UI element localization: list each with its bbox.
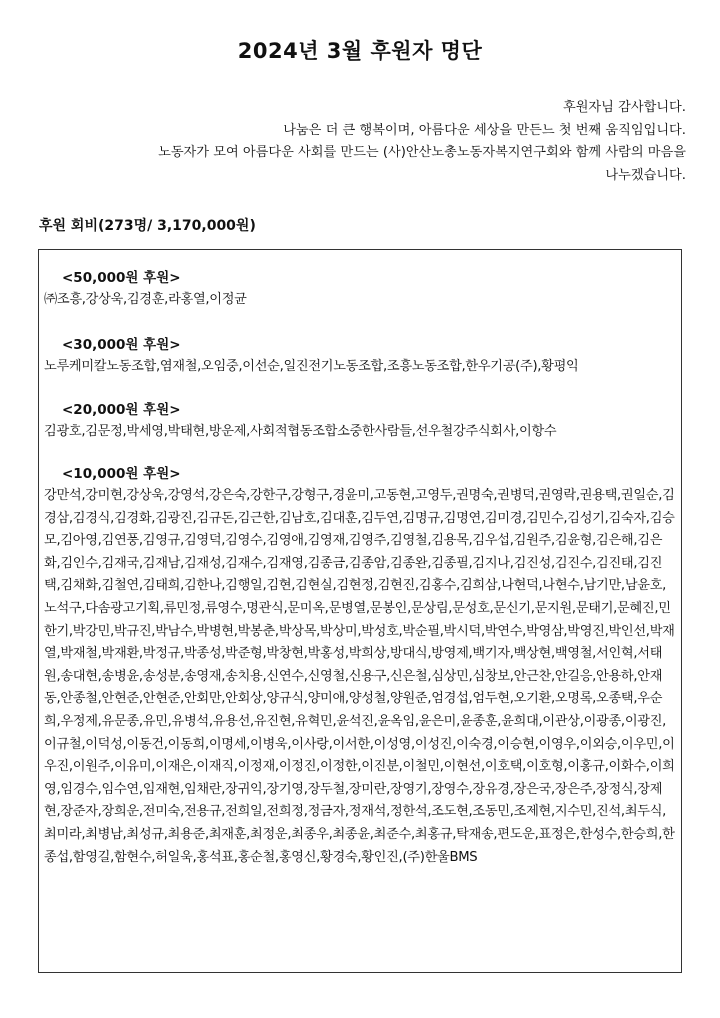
intro-line: 나누겠습니다. [605,167,686,183]
tier-heading: <10,000원 후원> [62,466,181,482]
tier-heading: <50,000원 후원> [62,270,181,286]
donor-list-box [38,249,682,973]
tier-20000 [44,399,676,444]
tier-heading: <20,000원 후원> [62,402,181,418]
intro-line: 노동자가 모여 아름다운 사회를 만드는 (사)안산노총노동자복지연구회와 함께 사람의 마음을 [158,145,686,160]
tier-50000 [44,267,676,312]
intro-line: 후원자님 감사합니다. [562,100,686,115]
tier-donor-names: 강만석,강미현,강상욱,강영석,강은숙,강한구,강형구,경윤미,고동현,고영두,권명숙,권병덕,권영락,권용택,권일순,김경삼,김경식,김경화,김광진,김규돈,김근한,김남호,김대훈,김두연,김명규,김명연,김미경,김민수,김성기,김숙자,김승모,김아영,김연풍,김영규,김영덕,김영수,김영애,김영재,김영주,김영철,김용목,김우섭,김원주,김윤형,김은해,김은화,김인수,김재국,김재남,김재성,김재수,김재영,김종금,김종암,김종완,김종필,김지나,김진성,김진수,김진태,김진택,김채화,김철연,김태희,김한나,김행일,김현,김현실,김현정,김현진,김홍수,김희삼,나현덕,나현수,남기만,남윤호,노석구,다솜광고기획,류민정,류영수,명관식,문미옥,문병열,문봉인,문상림,문성호,문신기,문지원,문태기,문혜진,민한기,박강민,박규진,박남수,박병현,박봉춘,박상목,박상미,박성호,박순필,박시덕,박연수,박영삼,박영진,박인선,박재열,박재철,박재환,박정규,박종성,박준형,박창현,박홍성,박희상,방대식,방영제,백기자,백상현,백영철,서인혁,서태원,송대현,송병윤,송성분,송영재,송치용,신연수,신영철,신용구,신은철,심상민,심창보,안근찬,안길응,안용하,안재동,안종철,안현준,안현준,안회만,안회상,양규식,양미애,양성철,양원준,엄경섭,엄두현,오기환,오명록,오종택,우순희,우정제,유문종,유민,유병석,유용선,유진현,유혁민,윤석진,윤옥임,윤은미,윤종훈,윤희대,이관상,이광종,이광진,이규철,이덕성,이동건,이동희,이명세,이병욱,이사랑,이서한,이성영,이성진,이숙경,이승현,이영우,이외승,이우민,이우진,이원주,이유미,이재은,이재직,이정재,이정진,이정한,이진분,이철민,이현선,이호택,이호형,이홍규,이화수,이희영,임경수,임수연,임재현,임채란,장귀익,장기영,장두철,장미란,장영기,장영수,장유경,장은국,장은주,장정식,장제현,장준자,장희운,전미숙,전용규,전희일,전희정,정금자,정재석,정한석,조도현,조동민,조제현,지수민,진석,최두식,최미라,최병남,최성규,최용준,최재훈,최정운,최종우,최종윤,최준수,최홍규,탁재송,편도운,표정은,한성수,한승희,한종섭,함영길,함현수,허일욱,홍석표,홍순철,홍영신,황경숙,황인진,(주)한울BMS [44,488,675,865]
tier-heading: <30,000원 후원> [62,337,181,353]
tier-donor-names: 노루케미칼노동조합,염재철,오임중,이선순,일진전기노동조합,조흥노동조합,한우기공(주),황평익 [44,359,579,374]
tier-donor-names: 김광호,김문정,박세영,박태현,방운제,사회적협동조합소중한사람들,선우철강주식회사,이항수 [44,424,557,439]
donation-summary: 후원 회비(273명/ 3,170,000원) [39,218,256,234]
page-title: 2024년 3월 후원자 명단 [237,39,483,63]
tier-donor-names: ㈜조흥,강상욱,김경훈,라홍열,이정균 [44,292,247,307]
tier-30000 [44,334,676,379]
intro-message [46,97,686,187]
intro-line: 나눔은 더 큰 행복이며, 아름다운 세상을 만든느 첫 번째 움직임입니다. [283,122,686,138]
tier-10000 [44,463,676,869]
